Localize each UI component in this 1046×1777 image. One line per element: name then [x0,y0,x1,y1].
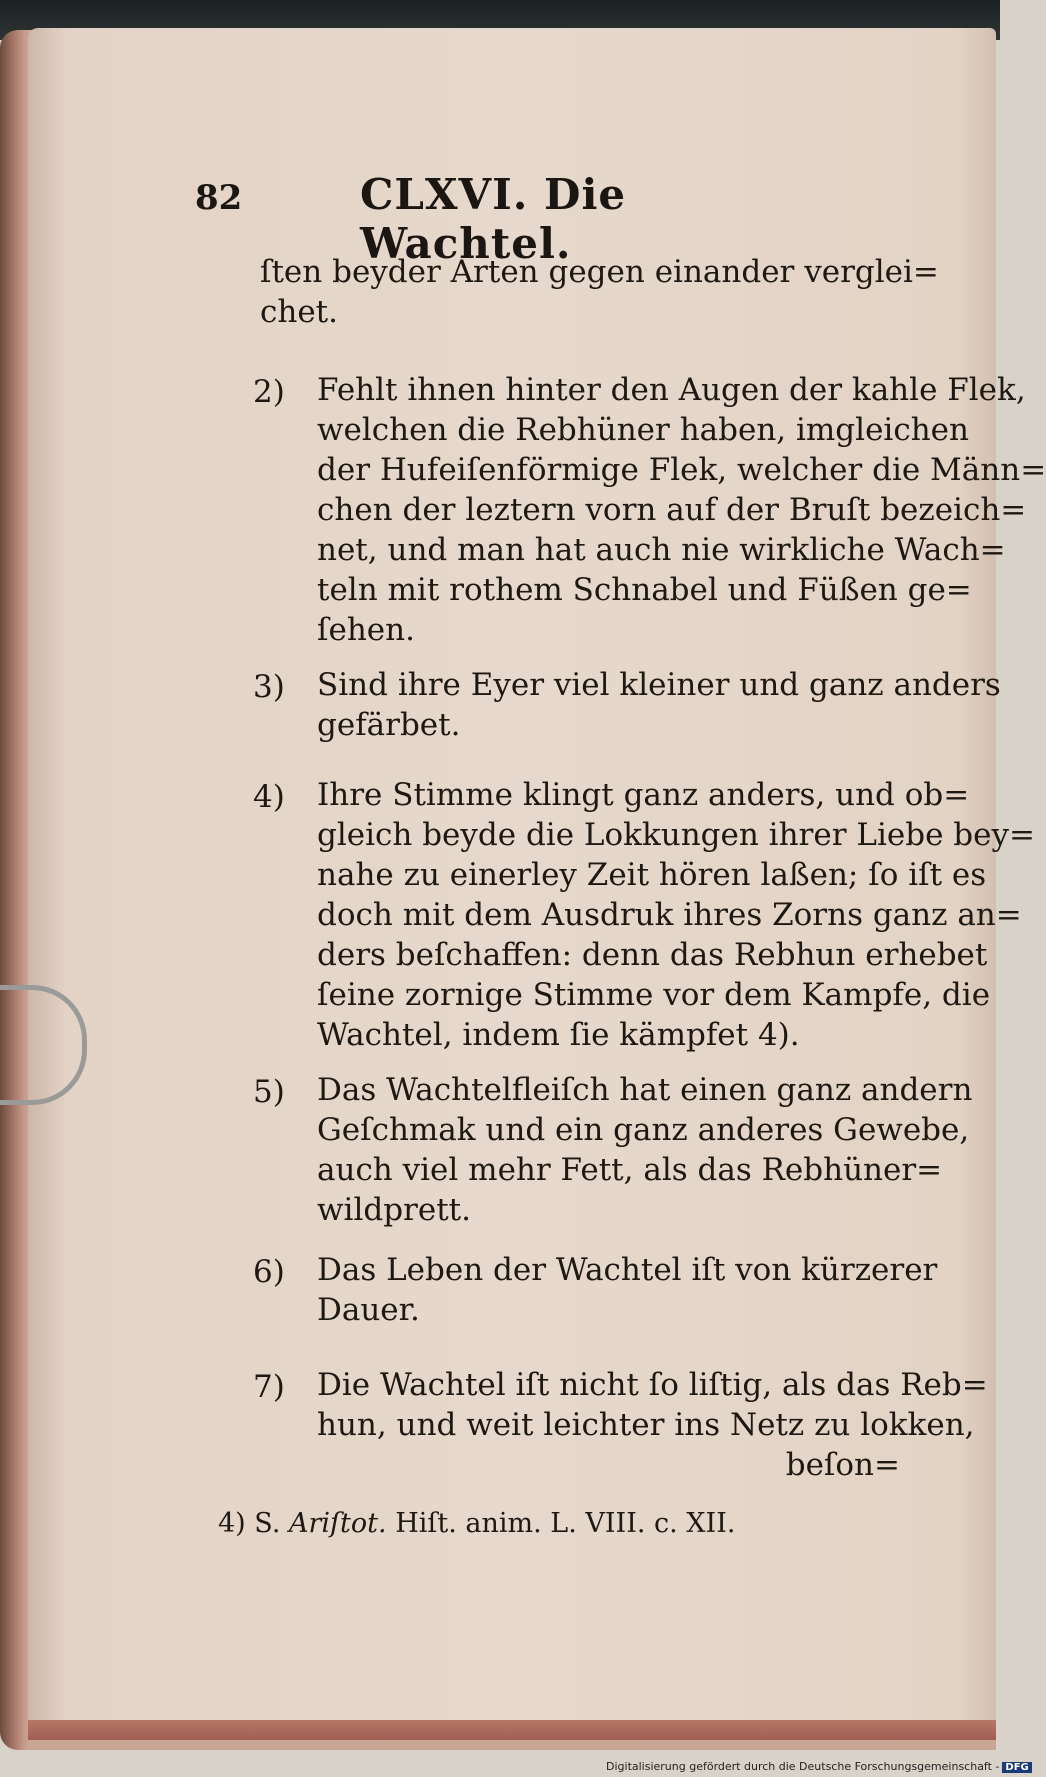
text-line: Geſchmak und ein ganz anderes Gewebe, [317,1112,970,1148]
item-number: 7) [253,1369,285,1405]
text-line: ders beſchaffen: denn das Rebhun erhebet [317,937,988,973]
text-line: ſeine zornige Stimme vor dem Kampfe, die [317,977,991,1013]
item-number: 5) [253,1074,285,1110]
list-item [253,370,1046,650]
page-header [195,170,755,268]
item-number: 4) [253,779,285,815]
list-item [253,1250,938,1330]
text-line: gefärbet. [317,707,461,743]
page-edge-bottom [28,1720,996,1740]
text-line: Wachtel, indem ſie kämpfet 4). [317,1017,800,1053]
catchword: beſon= [785,1447,900,1483]
dfg-logo: DFG [1002,1762,1031,1773]
text-line: net, und man hat auch nie wirkliche Wach= [317,532,1006,568]
text-line: chen der leztern vorn auf der Bruſt bezeich= [317,492,1027,528]
text-line: doch mit dem Ausdruk ihres Zorns ganz an= [317,897,1022,933]
list-item [253,775,1035,1055]
text-line: gleich beyde die Lokkungen ihrer Liebe bey= [317,817,1035,853]
text-line: Das Leben der Wachtel iſt von kürzerer [317,1252,938,1288]
item-number: 2) [253,374,285,410]
text-line: welchen die Rebhüner haben, imgleichen [317,412,969,448]
text-line: ſehen. [317,612,415,648]
list-item [253,665,1001,745]
list-item [253,1070,973,1230]
text-line: nahe zu einerley Zeit hören laßen; ſo iſt es [317,857,987,893]
text-line: hun, und weit leichter ins Netz zu lokken, [317,1407,975,1443]
text-line: Das Wachtelfleiſch hat einen ganz andern [317,1072,973,1108]
text-line: chet. [260,294,338,330]
footnote-reference: Hiſt. anim. L. VIII. c. XII. [395,1508,736,1539]
running-title: CLXVI. Die Wachtel. [360,170,627,268]
footnote [218,1508,735,1539]
text-line: Ihre Stimme klingt ganz anders, und ob= [317,777,970,813]
credit-text: Digitalisierung gefördert durch die Deutsche Forschungsgemeinschaft - [606,1760,1000,1773]
list-item [253,1365,988,1485]
text-line: Die Wachtel iſt nicht ſo liſtig, als das Reb= [317,1367,988,1403]
item-number: 3) [253,669,285,705]
text-line: Dauer. [317,1292,420,1328]
text-line: ſten beyder Arten gegen einander verglei= [260,254,939,290]
text-line: Sind ihre Eyer viel kleiner und ganz anders [317,667,1001,703]
text-line: Fehlt ihnen hinter den Augen der kahle Flek, [317,372,1026,408]
text-line: der Hufeiſenförmige Flek, welcher die Männ= [317,452,1046,488]
text-line: teln mit rothem Schnabel und Füßen ge= [317,572,972,608]
digitization-credit [606,1760,1032,1773]
text-line: wildprett. [317,1192,471,1228]
footnote-author: Ariſtot. [289,1508,387,1539]
page-number: 82 [195,178,243,218]
item-number: 6) [253,1254,285,1290]
footnote-marker: 4) S. [218,1508,281,1539]
continuation-paragraph [260,252,939,332]
text-line: auch viel mehr Fett, als das Rebhüner= [317,1152,943,1188]
